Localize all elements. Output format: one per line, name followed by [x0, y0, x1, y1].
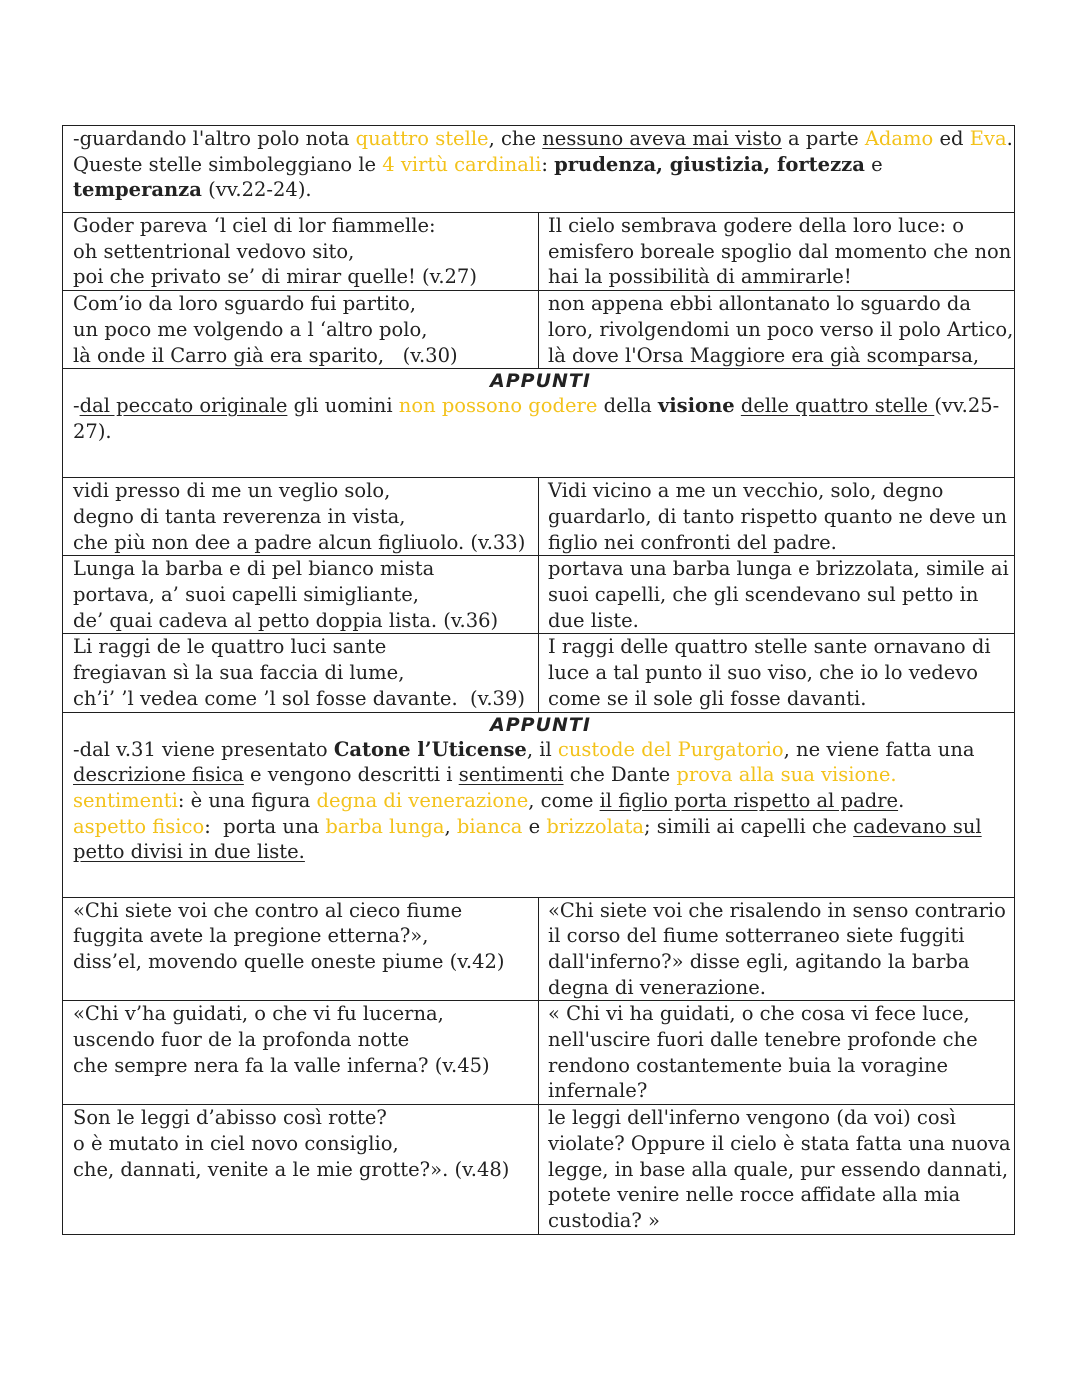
text: e vengono descritti i	[243, 763, 459, 787]
translation-line: «Chi siete voi che risalendo in senso contrario	[548, 898, 1006, 922]
verse-line: fuggita avete la pregione etterna?»,	[73, 924, 429, 948]
text: : è una figura	[177, 788, 317, 812]
highlight-text: non possono godere	[398, 394, 598, 418]
text: ,	[444, 814, 457, 838]
text: ; simili ai capelli che	[643, 814, 854, 838]
text: -guardando l'altro polo nota	[73, 127, 356, 150]
original-verse	[63, 213, 539, 291]
canto-table	[62, 125, 1015, 1235]
text: -dal v.31 viene presentato	[73, 737, 334, 761]
verse-line: oh settentrional vedovo sito,	[73, 239, 355, 263]
verse-line: Son le leggi d’abisso così rotte?	[73, 1106, 387, 1130]
verse-line: ch’i’ ’l vedea come ’l sol fosse davante. (v.39)	[73, 686, 525, 710]
text: gli uomini	[287, 394, 399, 418]
underlined-text: descrizione fisica	[73, 763, 244, 787]
highlight-text: bianca	[456, 814, 523, 838]
notes-line	[73, 839, 1008, 865]
text: .	[1006, 127, 1013, 150]
translation-line: hai la possibilità di ammirarle!	[548, 265, 852, 289]
bold-text: temperanza	[73, 178, 202, 202]
translation-line: emisfero boreale spoglio dal momento che non	[548, 239, 1012, 263]
original-verse	[63, 478, 539, 556]
text: , ne viene fatta una	[783, 737, 975, 761]
notes-line	[73, 814, 1008, 840]
highlight-text: brizzolata	[546, 814, 644, 838]
text: che Dante	[563, 763, 677, 787]
translation-line: Il cielo sembrava godere della loro luce: o	[548, 214, 964, 237]
original-verse	[63, 634, 539, 712]
text: , come	[528, 788, 600, 812]
translation-line: là dove l'Orsa Maggiore era già scomparsa,	[548, 343, 980, 367]
intro-note-line	[73, 126, 1013, 152]
original-verse	[63, 897, 539, 1001]
intro-note-line	[73, 152, 1008, 178]
translation-line: I raggi delle quattro stelle sante ornavano di	[548, 635, 991, 659]
bold-text: prudenza, giustizia, fortezza	[554, 152, 865, 176]
verse-line: portava, a’ suoi capelli simigliante,	[73, 583, 419, 607]
highlight-text: degna di venerazione	[316, 788, 529, 812]
notes-heading: APPUNTI	[490, 370, 591, 393]
text: ed	[933, 127, 970, 150]
translation-line: suoi capelli, che gli scendevano sul petto in	[548, 583, 979, 607]
verse-line: là onde il Carro già era sparito, (v.30)	[73, 343, 458, 367]
notes-paragraph	[73, 393, 1008, 444]
translation-line: dall'inferno?» disse egli, agitando la barba	[548, 949, 970, 973]
underlined-text: nessuno aveva mai visto	[542, 127, 782, 150]
text: Queste stelle simboleggiano le	[73, 152, 383, 176]
verse-line: che sempre nera fa la valle inferna? (v.45)	[73, 1053, 490, 1077]
highlight-text: barba lunga	[325, 814, 445, 838]
translation-line: guardarlo, di tanto rispetto quanto ne deve un	[548, 504, 1007, 528]
translation-line: rendono costantemente buia la voragine	[548, 1053, 949, 1077]
text: -	[73, 394, 80, 418]
text: della	[597, 394, 658, 418]
translation-line: non appena ebbi allontanato lo sguardo da	[548, 292, 972, 316]
highlight-text: Eva	[969, 127, 1007, 150]
translation-line: nell'uscire fuori dalle tenebre profonde che	[548, 1028, 978, 1052]
translation	[539, 1105, 1015, 1235]
translation-line: violate? Oppure il cielo è stata fatta una nuova	[548, 1131, 1011, 1155]
highlight-text: sentimenti	[73, 788, 178, 812]
translation-line: infernale?	[548, 1079, 648, 1103]
translation	[539, 556, 1015, 634]
highlight-text: 4 virtù cardinali	[382, 152, 542, 176]
verse-line: Com’io da loro sguardo fui partito,	[73, 292, 416, 316]
original-verse	[63, 1105, 539, 1235]
notes-line	[73, 788, 1008, 814]
highlight-text: quattro stelle	[355, 127, 489, 150]
verse-row	[63, 634, 1015, 712]
text: e	[522, 814, 547, 838]
notes-row	[63, 712, 1015, 897]
text: : porta una	[204, 814, 326, 838]
bold-text: visione	[657, 394, 735, 418]
translation-line: loro, rivolgendomi un poco verso il polo Artico,	[548, 317, 1014, 341]
bold-text: Catone l’Uticense	[333, 737, 527, 761]
translation-line: Vidi vicino a me un vecchio, solo, degno	[548, 479, 944, 503]
translation	[539, 213, 1015, 291]
original-verse	[63, 556, 539, 634]
translation-line: potete venire nelle rocce affidate alla mia	[548, 1183, 961, 1207]
highlight-text: custode del Purgatorio	[557, 737, 784, 761]
verse-row	[63, 897, 1015, 1001]
translation	[539, 897, 1015, 1001]
translation-line: le leggi dell'inferno vengono (da voi) così	[548, 1106, 956, 1130]
verse-line: de’ quai cadeva al petto doppia lista. (v.36)	[73, 608, 499, 632]
translation-line: legge, in base alla quale, pur essendo dannati,	[548, 1157, 1009, 1181]
verse-row	[63, 556, 1015, 634]
intro-note-row	[63, 126, 1015, 213]
verse-row	[63, 478, 1015, 556]
translation	[539, 478, 1015, 556]
underlined-text: petto divisi in due liste.	[73, 840, 305, 864]
text: (vv.25-	[934, 394, 1000, 418]
verse-line: che più non dee a padre alcun figliuolo. (v.33)	[73, 530, 526, 554]
translation	[539, 291, 1015, 369]
notes-line	[73, 762, 1008, 788]
highlight-text: .	[890, 763, 897, 787]
translation-line: portava una barba lunga e brizzolata, simile ai	[548, 557, 1009, 581]
notes-cell	[63, 369, 1015, 478]
verse-line: «Chi siete voi che contro al cieco fiume	[73, 898, 463, 922]
text: , che	[488, 127, 543, 150]
highlight-text: prova alla sua visione	[676, 763, 891, 787]
verse-line: che, dannati, venite a le mie grotte?». (v.48)	[73, 1157, 510, 1181]
original-verse	[63, 291, 539, 369]
original-verse	[63, 1001, 539, 1105]
underlined-text: cadevano sul	[853, 814, 982, 838]
notes-heading: APPUNTI	[490, 713, 591, 736]
verse-line: uscendo fuor de la profonda notte	[73, 1028, 410, 1052]
text: (vv.22-24).	[201, 178, 312, 202]
underlined-text: sentimenti	[458, 763, 564, 787]
verse-line: un poco me volgendo a l ‘altro polo,	[73, 317, 428, 341]
translation-line: « Chi vi ha guidati, o che cosa vi fece luce,	[548, 1002, 970, 1026]
verse-row	[63, 1105, 1015, 1235]
notes-line	[73, 737, 1008, 763]
verse-line: fregiavan sì la sua faccia di lume,	[73, 661, 405, 685]
translation-line: come se il sole gli fosse davanti.	[548, 686, 867, 710]
verse-line: Li raggi de le quattro luci sante	[73, 635, 387, 659]
verse-line: vidi presso di me un veglio solo,	[73, 479, 391, 503]
verse-line: Lunga la barba e di pel bianco mista	[73, 557, 435, 581]
underlined-text: delle quattro stelle	[740, 394, 935, 418]
verse-line: «Chi v’ha guidati, o che vi fu lucerna,	[73, 1002, 444, 1026]
translation-line: custodia? »	[548, 1208, 660, 1232]
translation-line: il corso del fiume sotterraneo siete fuggiti	[548, 924, 965, 948]
text: .	[898, 788, 905, 812]
notes-cell	[63, 712, 1015, 897]
verse-line: degno di tanta reverenza in vista,	[73, 504, 406, 528]
underlined-text: dal peccato originale	[79, 394, 288, 418]
text: :	[541, 152, 555, 176]
translation-line: due liste.	[548, 608, 639, 632]
translation-line: luce a tal punto il suo viso, che io lo vedevo	[548, 661, 979, 685]
verse-line: poi che privato se’ di mirar quelle! (v.27)	[73, 265, 477, 289]
highlight-text: Adamo	[864, 127, 934, 150]
verse-row	[63, 1001, 1015, 1105]
verse-row	[63, 291, 1015, 369]
text: 27).	[73, 419, 112, 443]
underlined-text: il figlio porta rispetto al padre	[599, 788, 899, 812]
translation	[539, 1001, 1015, 1105]
text: e	[864, 152, 883, 176]
text: a parte	[781, 127, 865, 150]
notes-row	[63, 369, 1015, 478]
verse-line: Goder pareva ‘l ciel di lor fiammelle:	[73, 214, 436, 237]
verse-line: o è mutato in ciel novo consiglio,	[73, 1131, 399, 1155]
text: , il	[526, 737, 558, 761]
translation	[539, 634, 1015, 712]
intro-note	[63, 126, 1015, 213]
verse-line: diss’el, movendo quelle oneste piume (v.42)	[73, 949, 505, 973]
highlight-text: aspetto fisico	[73, 814, 205, 838]
verse-row	[63, 213, 1015, 291]
translation-line: figlio nei confronti del padre.	[548, 530, 837, 554]
intro-note-line	[73, 177, 1008, 203]
translation-line: degna di venerazione.	[548, 975, 766, 999]
